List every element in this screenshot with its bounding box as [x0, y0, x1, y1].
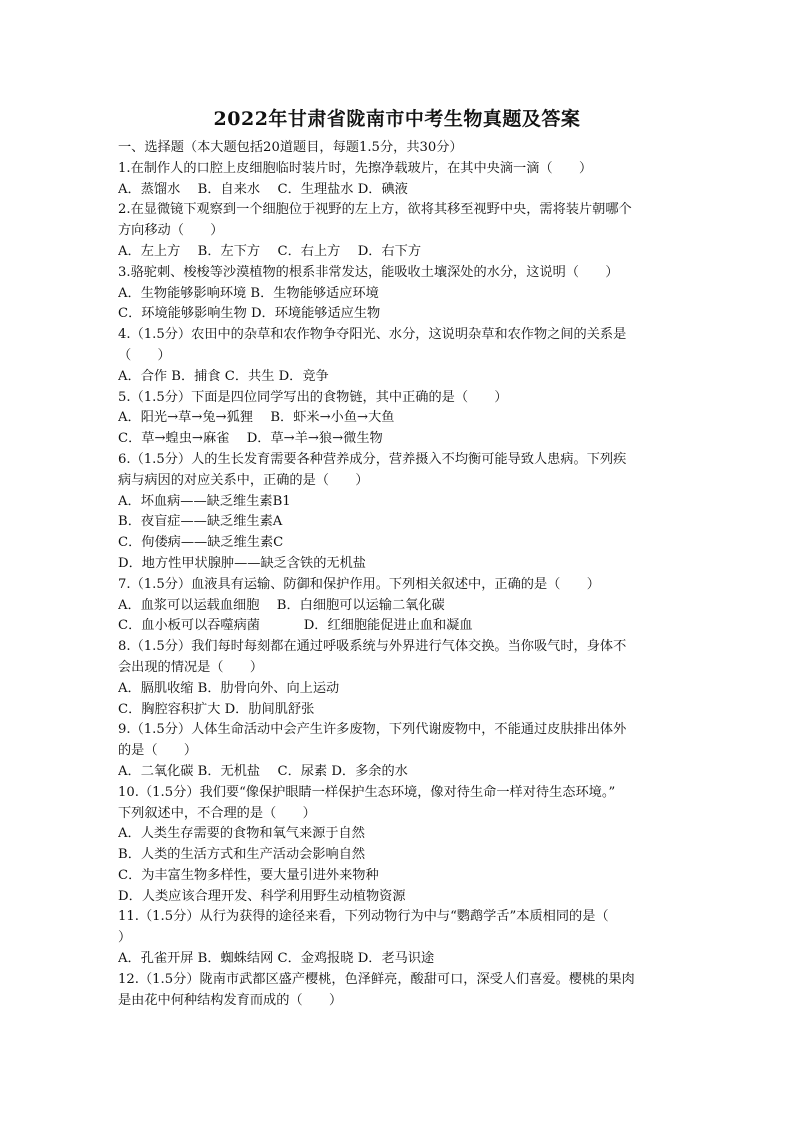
document-title: 2022年甘肃省陇南市中考生物真题及答案	[213, 108, 581, 130]
question-stem-line: 方向移动（ ）	[118, 223, 224, 239]
question-stem-line: 9.（1.5分）人体生命活动中会产生许多废物，下列代谢废物中，不能通过皮肤排出体外	[118, 722, 627, 738]
question-option-line: A．蒸馏水 B．自来水 C．生理盐水 D．碘液	[118, 181, 408, 197]
question-option-line: A．孔雀开屏 B．蜘蛛结网 C．金鸡报晓 D．老马识途	[118, 951, 435, 967]
question-stem-line: 8.（1.5分）我们每时每刻都在通过呼吸系统与外界进行气体交换。当你吸气时，身体不	[118, 639, 627, 655]
question-option-line: B．夜盲症——缺乏维生素A	[118, 514, 283, 530]
question-stem-line: 病与病因的对应关系中，正确的是（ ）	[118, 472, 369, 488]
question-item	[118, 388, 678, 450]
question-option-line: A．坏血病——缺乏维生素B1	[118, 493, 291, 509]
question-option-line: A．血浆可以运载血细胞 B．白细胞可以运输二氧化碳	[118, 597, 445, 613]
question-stem-line: 2.在显微镜下观察到一个细胞位于视野的左上方，欲将其移至视野中央，需将装片朝哪个	[118, 202, 632, 218]
question-list	[118, 159, 678, 1012]
question-option-line: C．为丰富生物多样性，要大量引进外来物种	[118, 867, 379, 883]
question-item	[118, 907, 678, 969]
question-option-line: D．人类应该合理开发、科学利用野生动植物资源	[118, 888, 406, 904]
question-item	[118, 575, 678, 637]
question-option-line: A．合作 B．捕食 C．共生 D．竞争	[118, 368, 329, 384]
question-item	[118, 200, 678, 262]
question-stem-line: 会出现的情况是（ ）	[118, 659, 264, 675]
question-stem-line: 11.（1.5分）从行为获得的途径来看，下列动物行为中与“鹦鹉学舌”本质相同的是（	[118, 909, 609, 925]
question-option-line: A．膈肌收缩 B．肋骨向外、向上运动	[118, 680, 340, 696]
question-stem-line: 10.（1.5分）我们要“像保护眼睛一样保护生态环境，像对待生命一样对待生态环境。”	[118, 784, 616, 800]
question-item	[118, 263, 678, 325]
question-stem-line: （ ）	[118, 347, 171, 363]
question-option-line: C．草→蝗虫→麻雀 D．草→羊→狼→微生物	[118, 431, 383, 447]
question-stem-line: 下列叙述中，不合理的是（ ）	[118, 805, 316, 821]
question-option-line: A．阳光→草→兔→狐狸 B．虾米→小鱼→大鱼	[118, 410, 395, 426]
question-item	[118, 450, 678, 575]
question-stem-line: 的是（ ）	[118, 743, 198, 759]
question-option-line: D．地方性甲状腺肿——缺乏含铁的无机盐	[118, 555, 366, 571]
question-item	[118, 720, 678, 782]
question-option-line: C．佝偻病——缺乏维生素C	[118, 535, 284, 551]
question-item	[118, 159, 678, 201]
question-option-line: C．环境能够影响生物 D．环境能够适应生物	[118, 306, 381, 322]
question-option-line: C．胸腔容积扩大 D．肋间肌舒张	[118, 701, 315, 717]
question-item	[118, 637, 678, 720]
question-stem-line: 是由花中何种结构发育而成的（ ）	[118, 992, 343, 1008]
question-option-line: A．人类生存需要的食物和氧气来源于自然	[118, 826, 365, 842]
question-option-line: A．左上方 B．左下方 C．右上方 D．右下方	[118, 243, 422, 259]
question-option-line: A．二氧化碳 B．无机盐 C．尿素 D．多余的水	[118, 763, 408, 779]
question-option-line: A．生物能够影响环境 B．生物能够适应环境	[118, 285, 379, 301]
question-stem-line: 12.（1.5分）陇南市武都区盛产樱桃，色泽鲜亮，酸甜可口，深受人们喜爱。樱桃的果肉	[118, 971, 635, 987]
exam-body	[118, 138, 678, 1011]
section-heading: 一、选择题（本大题包括20道题目，每题1.5分，共30分）	[118, 140, 463, 155]
question-option-line: C．血小板可以吞噬病菌 D．红细胞能促进止血和凝血	[118, 618, 473, 634]
question-stem-line: 4.（1.5分）农田中的杂草和农作物争夺阳光、水分，这说明杂草和农作物之间的关系是	[118, 327, 627, 343]
question-item	[118, 970, 678, 1012]
question-stem-line: 5.（1.5分）下面是四位同学写出的食物链，其中正确的是（ ）	[118, 389, 508, 405]
question-option-line: B．人类的生活方式和生产活动会影响自然	[118, 847, 366, 863]
question-item	[118, 783, 678, 908]
question-stem-line: 6.（1.5分）人的生长发育需要各种营养成分，营养摄入不均衡可能导致人患病。下列疾	[118, 451, 627, 467]
question-stem-line: 1.在制作人的口腔上皮细胞临时装片时，先擦净载玻片，在其中央滴一滴（ ）	[118, 160, 593, 176]
question-item	[118, 325, 678, 387]
question-stem-line: 3.骆驼刺、梭梭等沙漠植物的根系非常发达，能吸收土壤深处的水分，这说明（ ）	[118, 264, 619, 280]
question-stem-line: 7.（1.5分）血液具有运输、防御和保护作用。下列相关叙述中，正确的是（ ）	[118, 576, 600, 592]
question-stem-line: ）	[118, 930, 132, 946]
